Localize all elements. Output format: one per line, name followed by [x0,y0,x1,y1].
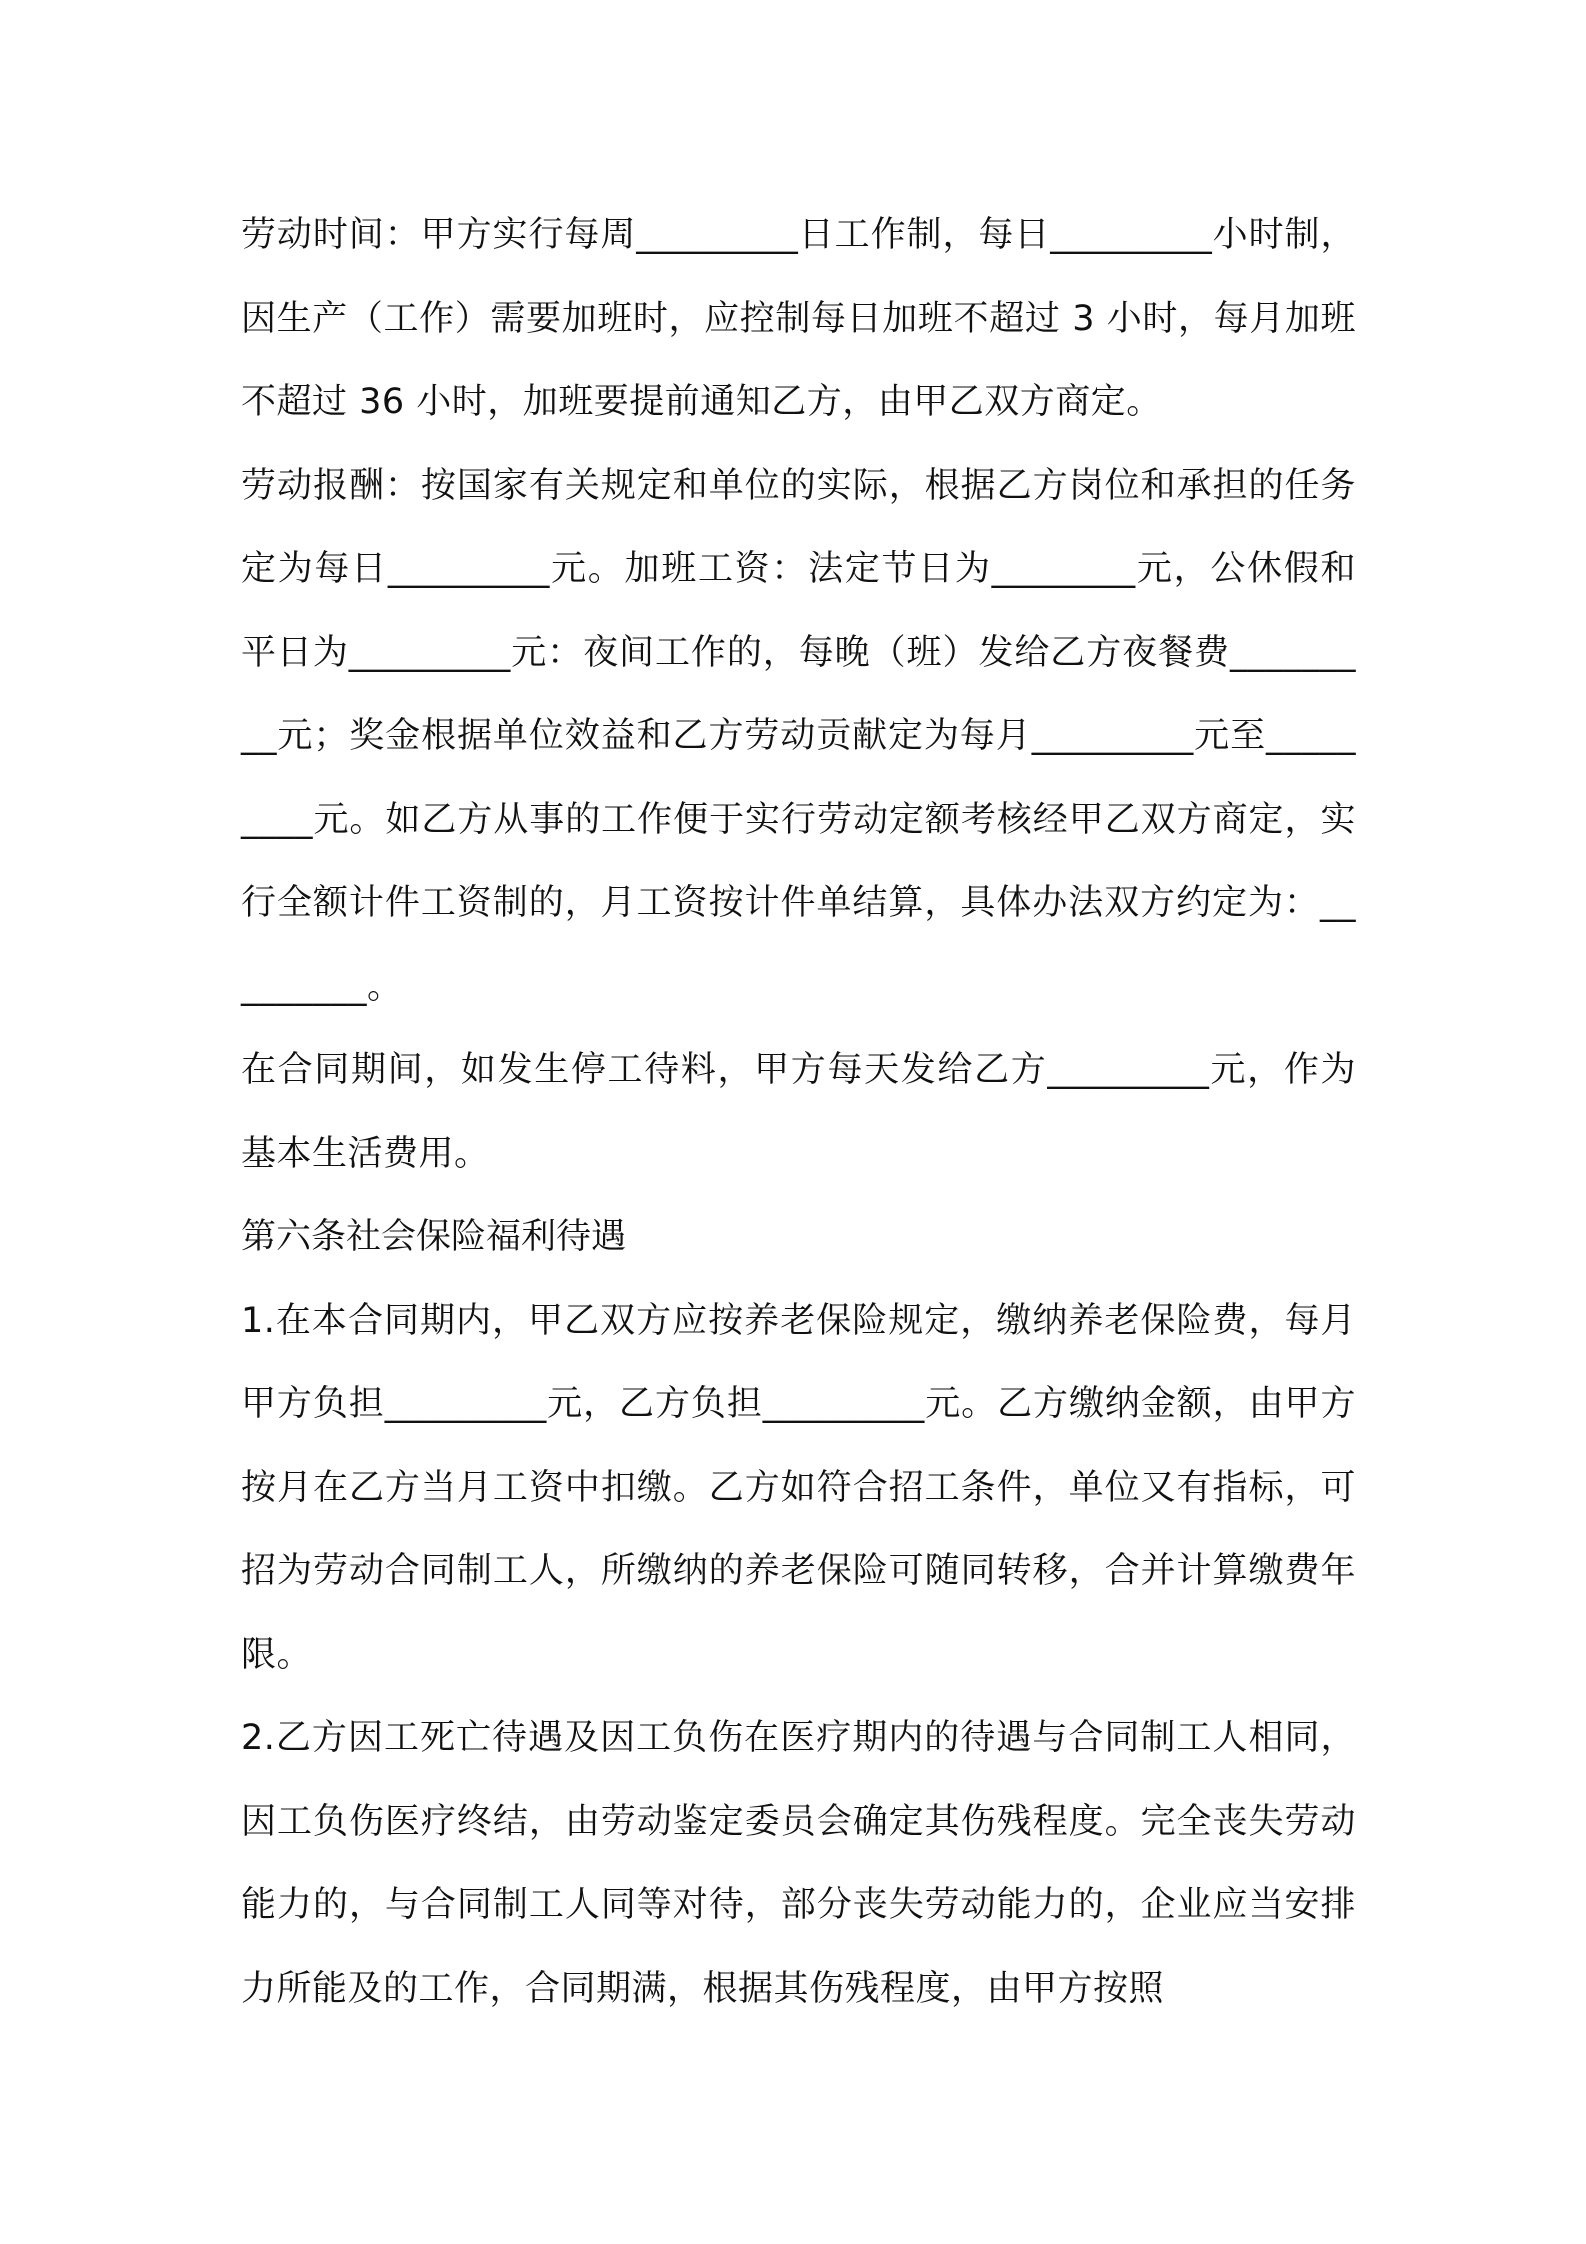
paragraph-pension-insurance: 1.在本合同期内，甲乙双方应按养老保险规定，缴纳养老保险费，每月甲方负担_________元，乙方负担_________元。乙方缴纳金额，由甲方按月在乙方当月工资中扣缴。乙方如符合招工条件，单位又有指标，可招为劳动合同制工人，所缴纳的养老保险可随同转移，合并计算缴费年限。 [241,1300,1356,1675]
document-body [241,194,1356,2031]
paragraph-work-injury: 2.乙方因工死亡待遇及因工负伤在医疗期内的待遇与合同制工人相同，因工负伤医疗终结，由劳动鉴定委员会确定其伤残程度。完全丧失劳动能力的，与合同制工人同等对待，部分丧失劳动能力的，企业应当安排力所能及的工作，合同期满，根据其伤残程度，由甲方按照 [241,1718,1356,2009]
paragraph-working-hours: 劳动时间：甲方实行每周_________日工作制，每日_________小时制，因生产（工作）需要加班时，应控制每日加班不超过 3 小时，每月加班不超过 36 小时，加班要提前通知乙方，由甲乙双方商定。 [241,215,1356,422]
section-heading-social-insurance: 第六条社会保险福利待遇 [241,1217,627,1257]
paragraph-remuneration: 劳动报酬：按国家有关规定和单位的实际，根据乙方岗位和承担的任务定为每日_________元。加班工资：法定节日为________元，公休假和平日为_________元：夜间工作的，每晚（班）发给乙方夜餐费_________元；奖金根据单位效益和乙方劳动贡献定为每月_________元至_________元。如乙方从事的工作便于实行劳动定额考核经甲乙双方商定，实行全额计件工资制的，月工资按计件单结算，具体办法双方约定为：_________。 [241,465,1356,1007]
paragraph-work-stoppage: 在合同期间，如发生停工待料，甲方每天发给乙方_________元，作为基本生活费用。 [241,1050,1356,1174]
